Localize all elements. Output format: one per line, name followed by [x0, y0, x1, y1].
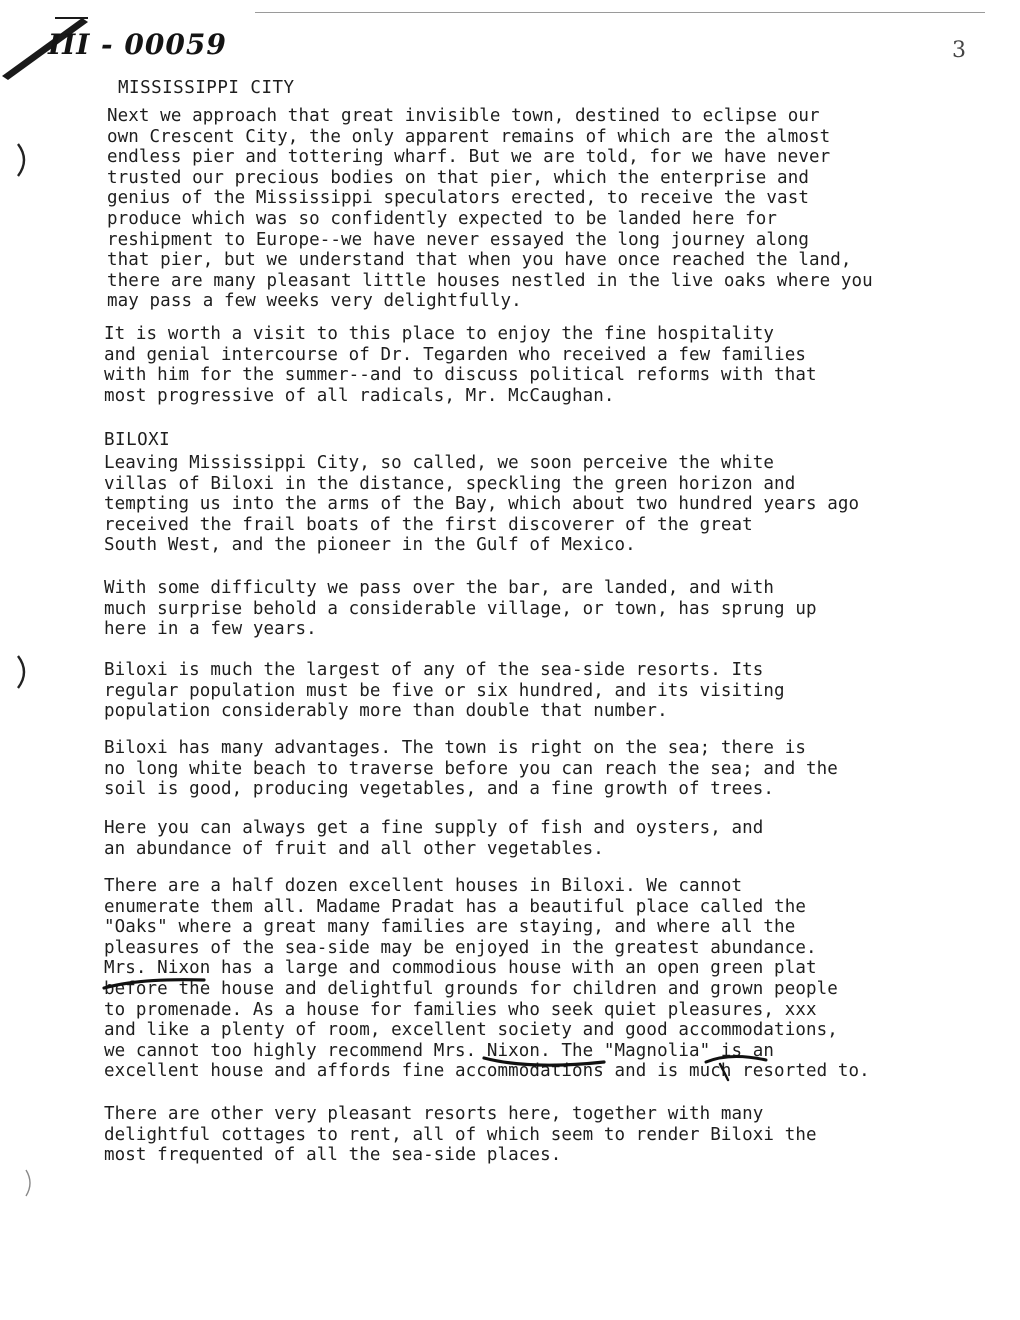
page-number: 3: [952, 38, 966, 63]
paragraph: With some difficulty we pass over the bar, are landed, and with much surprise behold a considerable village, or town, has sprung up here in a few years.: [104, 578, 817, 640]
top-rule: [255, 12, 985, 13]
paragraph: Leaving Mississippi City, so called, we soon perceive the white villas of Biloxi in the distance, speckling the green horizon and tempting us into the arms of the Bay, which about two hundred years ago received the frail boats of the first discoverer of the great South West, and the pioneer in the Gulf of Mexico.: [104, 453, 860, 556]
paragraph: There are a half dozen excellent houses in Biloxi. We cannot enumerate them all. Madame Pradat has a beautiful place called the "Oaks" where a great many families are staying, and where all the pleasures of the sea-side may be enjoyed in the greatest abundance. Mrs. Nixon has a large and commodious house with an open green plat before the house and delightful grounds for children and grown people to promenade. As a house for families who seek quiet pleasures, xxx and like a plenty of room, excellent society and good accommodations, we cannot too highly recommend Mrs. Nixon. The "Magnolia" is an excellent house and affords fine accommodations and is much resorted to.: [104, 876, 870, 1082]
paragraph: There are other very pleasant resorts here, together with many delightful cottages to rent, all of which seem to render Biloxi the most frequented of all the sea-side places.: [104, 1104, 817, 1166]
document-id: III - 00059: [48, 28, 227, 61]
handwritten-underline: [100, 972, 210, 996]
paragraph: Biloxi has many advantages. The town is right on the sea; there is no long white beach to traverse before you can reach the sea; and the soil is good, producing vegetables, and a fine growth of trees.: [104, 738, 838, 800]
section-heading: MISSISSIPPI CITY: [118, 78, 295, 98]
hole-punch-mark: [14, 654, 34, 690]
paragraph: Here you can always get a fine supply of fish and oysters, and an abundance of fruit and all other vegetables.: [104, 818, 764, 859]
handwritten-underline: [700, 1050, 780, 1084]
paragraph: Next we approach that great invisible town, destined to eclipse our own Crescent City, the only apparent remains of which are the almost endless pier and tottering wharf. But we are told, for we have never trusted our precious bodies on that pier, which the enterprise and genius of the Mississippi speculators erected, to receive the vast produce which was so confidently expected to be landed here for reshipment to Europe--we have never essayed the long journey along that pier, but we understand that when you have once reached the land, there are many pleasant little houses nestled in the live oaks where you may pass a few weeks very delightfully.: [107, 106, 873, 312]
hole-punch-mark: [14, 142, 34, 178]
paragraph: Biloxi is much the largest of any of the sea-side resorts. Its regular population must be five or six hundred, and its visiting population considerably more than double that number.: [104, 660, 785, 722]
hole-punch-mark: [22, 1168, 38, 1198]
handwritten-underline: [480, 1050, 610, 1074]
paragraph: It is worth a visit to this place to enjoy the fine hospitality and genial intercourse of Dr. Tegarden who received a few families with him for the summer--and to discuss political reforms with that most progressive of all radicals, Mr. McCaughan.: [104, 324, 817, 406]
section-heading: BILOXI: [104, 430, 171, 450]
